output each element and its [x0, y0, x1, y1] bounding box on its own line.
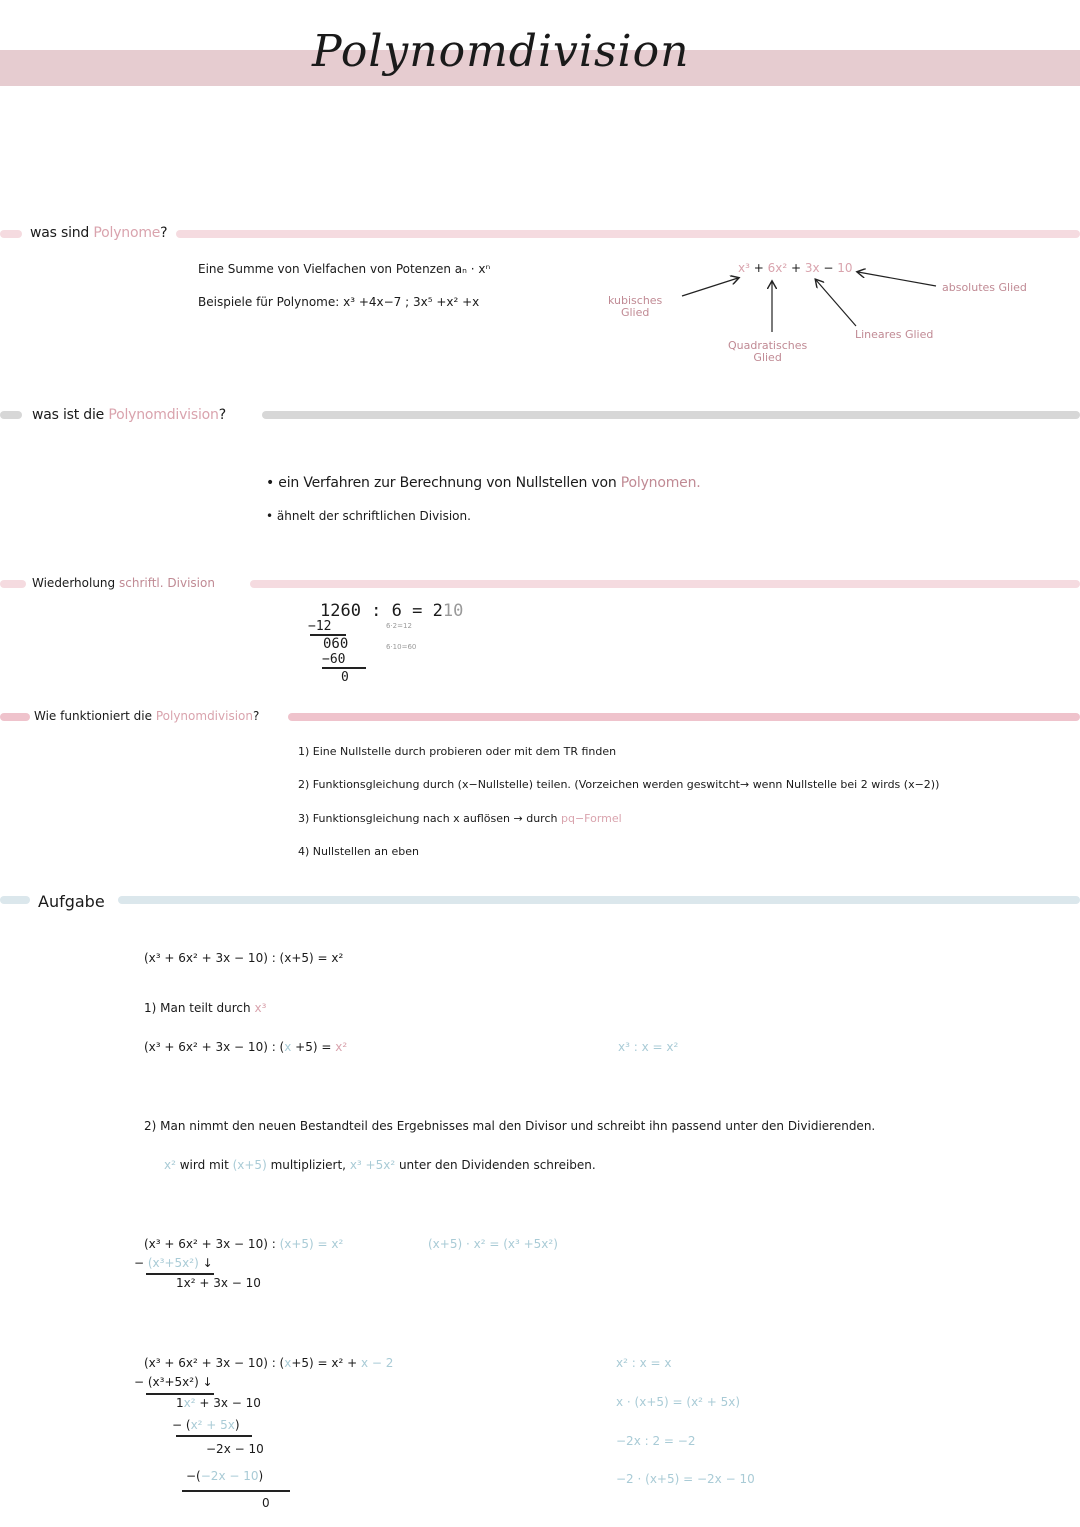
example-3-rule-2	[176, 1435, 252, 1437]
example-2-line-1: (x³ + 6x² + 3x − 10) : (x+5) = x²	[144, 1237, 344, 1251]
task-step-1: 1) Man teilt durch x³	[144, 1001, 267, 1015]
task-expression: (x³ + 6x² + 3x − 10) : (x+5) = x²	[144, 951, 344, 965]
example-3-side-4: −2 · (x+5) = −2x − 10	[616, 1472, 755, 1486]
section-heading-polynome: was sind Polynome?	[30, 225, 168, 241]
long-division-line-3: 060	[323, 636, 349, 652]
example-2-line-2: − (x³+5x²) ↓	[134, 1256, 213, 1270]
example-3-line-6: −(−2x − 10)	[186, 1469, 264, 1483]
example-3-line-3: 1x² + 3x − 10	[176, 1396, 261, 1410]
task-step-1-side-calc: x³ : x = x²	[618, 1040, 679, 1054]
task-step-2: 2) Man nimmt den neuen Bestandteil des Ergebnisses mal den Divisor und schreibt ihn passend unter den Dividierenden.	[144, 1119, 876, 1133]
polynom-example-expression: x³ + 6x² + 3x − 10	[738, 261, 853, 275]
section-heading-polynomdivision: was ist die Polynomdivision?	[32, 407, 226, 423]
long-division-line-1: 1260 : 6 = 210	[320, 601, 464, 621]
procedure-step-2: 2) Funktionsgleichung durch (x−Nullstelle) teilen. (Vorzeichen werden geswitcht→ wenn Nullstelle bei 2 wirds (x−2))	[298, 778, 940, 791]
arrow-absolute	[858, 272, 936, 286]
section-band-division-left	[0, 411, 22, 419]
section-band-task-left	[0, 896, 30, 904]
long-division-line-4: −60	[322, 652, 346, 667]
example-3-side-3: −2x : 2 = −2	[616, 1434, 696, 1448]
section-band-repetition	[250, 580, 1080, 588]
example-3-line-5: −2x − 10	[206, 1442, 264, 1456]
long-division-line-2: −12	[308, 619, 332, 634]
procedure-step-4: 4) Nullstellen an eben	[298, 845, 419, 858]
example-3-rule-1	[146, 1393, 214, 1395]
example-3-side-2: x · (x+5) = (x² + 5x)	[616, 1395, 741, 1409]
arrow-linear	[816, 280, 856, 326]
section-band-how-left	[0, 713, 30, 721]
example-2-rule	[146, 1273, 214, 1275]
long-division-rule-2	[322, 667, 366, 669]
long-division-note-1: 6·2=12	[386, 622, 412, 630]
example-3-rule-3	[182, 1490, 290, 1492]
long-division-line-5: 0	[341, 670, 349, 685]
long-division-note-2: 6·10=60	[386, 643, 417, 651]
procedure-step-3: 3) Funktionsgleichung nach x auflösen → durch pq−Formel	[298, 812, 622, 825]
section-band-how	[288, 713, 1080, 721]
page-title: Polynomdivision	[312, 26, 690, 77]
example-3-side-1: x² : x = x	[616, 1356, 672, 1370]
task-step-2-sub: x² wird mit (x+5) multipliziert, x³ +5x² unter den Dividenden schreiben.	[164, 1158, 596, 1172]
example-2-side-calc: (x+5) · x² = (x³ +5x²)	[428, 1237, 558, 1251]
section-heading-repetition: Wiederholung schriftl. Division	[32, 576, 215, 590]
example-3-line-7: 0	[262, 1496, 270, 1510]
example-3-line-2: − (x³+5x²) ↓	[134, 1375, 213, 1389]
section-band-task	[118, 896, 1080, 904]
polynom-definition: Eine Summe von Vielfachen von Potenzen aₙ · xⁿ	[198, 262, 491, 276]
example-2-line-3: 1x² + 3x − 10	[176, 1276, 261, 1290]
example-3-line-1: (x³ + 6x² + 3x − 10) : (x+5) = x² + x − 2	[144, 1356, 394, 1370]
arrow-cubic	[682, 278, 738, 296]
section-band-repetition-left	[0, 580, 26, 588]
task-step-1-expression: (x³ + 6x² + 3x − 10) : (x +5) = x²	[144, 1040, 348, 1054]
definition-bullet-1: • ein Verfahren zur Berechnung von Nullstellen von Polynomen.	[266, 475, 701, 491]
section-heading-task: Aufgabe	[38, 892, 105, 911]
procedure-step-1: 1) Eine Nullstelle durch probieren oder mit dem TR finden	[298, 745, 617, 758]
label-cubic-term: kubisches Glied	[608, 294, 663, 319]
section-band-division	[262, 411, 1080, 419]
polynom-examples: Beispiele für Polynome: x³ +4x−7 ; 3x⁵ +x² +x	[198, 295, 480, 309]
section-heading-how: Wie funktioniert die Polynomdivision?	[34, 709, 260, 723]
example-3-line-4: − (x² + 5x)	[172, 1418, 240, 1432]
label-absolute-term: absolutes Glied	[942, 281, 1027, 294]
label-linear-term: Lineares Glied	[855, 328, 934, 341]
definition-bullet-2: • ähnelt der schriftlichen Division.	[266, 509, 471, 523]
label-quadratic-term: Quadratisches Glied	[728, 339, 808, 364]
